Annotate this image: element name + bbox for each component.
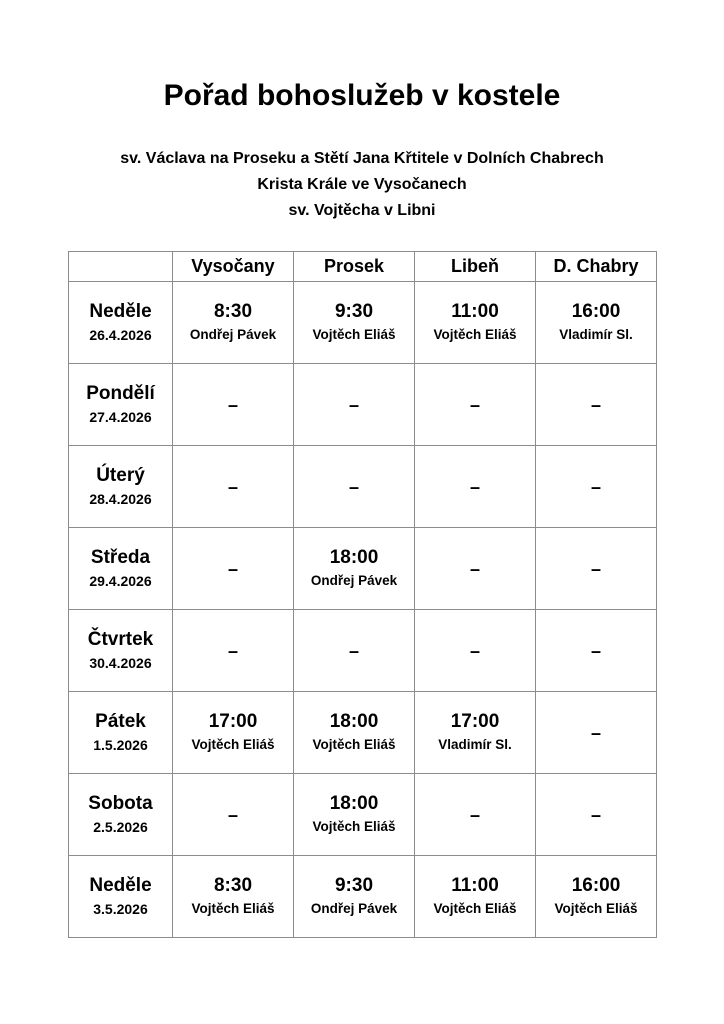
service-cell <box>536 692 657 774</box>
service-cell <box>536 528 657 610</box>
no-service-dash: – <box>469 804 480 825</box>
service-cell <box>536 282 657 364</box>
service-time: 17:00 <box>450 710 500 732</box>
service-priest: Ondřej Pávek <box>310 572 398 588</box>
service-cell <box>415 856 536 938</box>
service-cell <box>173 856 294 938</box>
no-service-dash: – <box>348 394 359 415</box>
service-time: 9:30 <box>334 300 374 322</box>
schedule-table <box>68 251 657 938</box>
day-cell <box>69 856 173 938</box>
no-service-dash: – <box>348 476 359 497</box>
day-name: Pondělí <box>86 382 155 404</box>
no-service-dash: – <box>590 640 601 661</box>
service-cell <box>294 774 415 856</box>
no-service-dash: – <box>227 558 238 579</box>
service-priest: Ondřej Pávek <box>189 326 277 342</box>
service-time: 8:30 <box>213 874 253 896</box>
day-date: 2.5.2026 <box>93 818 148 835</box>
no-service-dash: – <box>469 476 480 497</box>
service-cell <box>536 774 657 856</box>
day-date: 3.5.2026 <box>93 900 148 917</box>
no-service-dash: – <box>590 558 601 579</box>
column-header-d-chabry: D. Chabry <box>536 252 657 282</box>
table-row <box>69 856 657 938</box>
no-service-dash: – <box>590 722 601 743</box>
day-date: 30.4.2026 <box>89 654 152 671</box>
church-line: Krista Krále ve Vysočanech <box>257 176 467 193</box>
service-priest: Vojtěch Eliáš <box>312 326 396 342</box>
service-cell <box>294 446 415 528</box>
no-service-dash: – <box>227 804 238 825</box>
table-row <box>69 610 657 692</box>
day-cell <box>69 692 173 774</box>
no-service-dash: – <box>590 476 601 497</box>
day-name: Sobota <box>88 792 153 814</box>
service-priest: Vojtěch Eliáš <box>554 900 638 916</box>
day-name: Středa <box>90 546 151 568</box>
service-cell <box>173 774 294 856</box>
service-cell <box>294 528 415 610</box>
service-time: 9:30 <box>334 874 374 896</box>
service-priest: Vladimír Sl. <box>438 736 512 752</box>
service-cell <box>294 364 415 446</box>
service-cell <box>294 282 415 364</box>
column-header-prosek: Prosek <box>294 252 415 282</box>
service-cell <box>415 528 536 610</box>
service-cell <box>173 528 294 610</box>
no-service-dash: – <box>348 640 359 661</box>
service-cell <box>415 446 536 528</box>
table-row <box>69 364 657 446</box>
service-time: 18:00 <box>329 546 379 568</box>
service-priest: Vladimír Sl. <box>559 326 633 342</box>
service-time: 16:00 <box>571 874 621 896</box>
day-name: Úterý <box>96 464 145 486</box>
service-time: 8:30 <box>213 300 253 322</box>
day-cell <box>69 774 173 856</box>
service-time: 11:00 <box>451 300 499 322</box>
table-row <box>69 528 657 610</box>
day-date: 1.5.2026 <box>93 736 148 753</box>
day-cell <box>69 528 173 610</box>
day-date: 26.4.2026 <box>89 326 152 343</box>
day-name: Pátek <box>95 710 146 732</box>
table-row <box>69 446 657 528</box>
service-cell <box>536 856 657 938</box>
service-cell <box>173 364 294 446</box>
service-cell <box>173 446 294 528</box>
service-time: 16:00 <box>571 300 621 322</box>
no-service-dash: – <box>469 640 480 661</box>
no-service-dash: – <box>590 804 601 825</box>
day-date: 27.4.2026 <box>89 408 152 425</box>
schedule-body <box>69 282 657 938</box>
service-cell <box>173 282 294 364</box>
service-priest: Vojtěch Eliáš <box>191 900 275 916</box>
church-list <box>0 146 724 224</box>
no-service-dash: – <box>227 640 238 661</box>
church-line: sv. Vojtěcha v Libni <box>288 202 436 219</box>
service-cell <box>294 610 415 692</box>
header-row <box>69 252 657 282</box>
service-priest: Ondřej Pávek <box>310 900 398 916</box>
day-cell <box>69 610 173 692</box>
column-header-vysocany: Vysočany <box>173 252 294 282</box>
service-time: 18:00 <box>329 792 379 814</box>
no-service-dash: – <box>469 558 480 579</box>
service-priest: Vojtěch Eliáš <box>433 900 517 916</box>
service-cell <box>173 610 294 692</box>
service-cell <box>415 692 536 774</box>
day-date: 28.4.2026 <box>89 490 152 507</box>
service-cell <box>415 610 536 692</box>
corner-cell <box>69 252 173 282</box>
service-cell <box>536 364 657 446</box>
table-row <box>69 692 657 774</box>
day-cell <box>69 364 173 446</box>
service-time: 17:00 <box>208 710 258 732</box>
service-cell <box>415 282 536 364</box>
no-service-dash: – <box>590 394 601 415</box>
service-cell <box>173 692 294 774</box>
day-name: Čtvrtek <box>87 628 154 650</box>
service-time: 11:00 <box>451 874 499 896</box>
day-name: Neděle <box>89 874 152 896</box>
no-service-dash: – <box>469 394 480 415</box>
no-service-dash: – <box>227 394 238 415</box>
service-priest: Vojtěch Eliáš <box>433 326 517 342</box>
service-cell <box>415 364 536 446</box>
table-row <box>69 774 657 856</box>
service-priest: Vojtěch Eliáš <box>312 736 396 752</box>
column-header-liben: Libeň <box>415 252 536 282</box>
service-time: 18:00 <box>329 710 379 732</box>
service-cell <box>536 610 657 692</box>
no-service-dash: – <box>227 476 238 497</box>
church-line: sv. Václava na Proseku a Stětí Jana Křtitele v Dolních Chabrech <box>120 150 604 167</box>
service-priest: Vojtěch Eliáš <box>312 818 396 834</box>
day-cell <box>69 282 173 364</box>
service-cell <box>294 692 415 774</box>
day-date: 29.4.2026 <box>89 572 152 589</box>
service-cell <box>415 774 536 856</box>
service-cell <box>536 446 657 528</box>
page-title: Pořad bohoslužeb v kostele <box>163 79 561 112</box>
day-cell <box>69 446 173 528</box>
day-name: Neděle <box>89 300 152 322</box>
table-row <box>69 282 657 364</box>
service-priest: Vojtěch Eliáš <box>191 736 275 752</box>
service-cell <box>294 856 415 938</box>
